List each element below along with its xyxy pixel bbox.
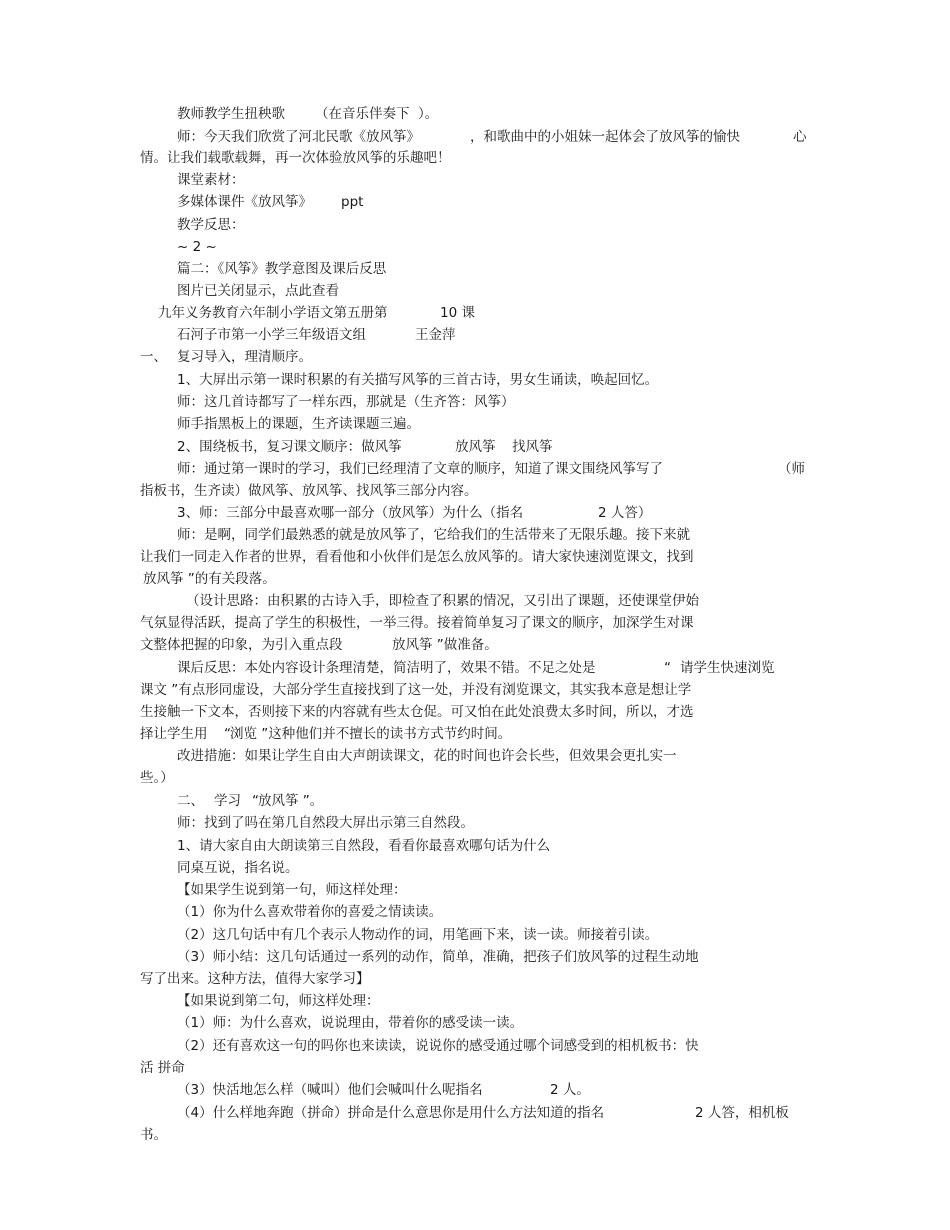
text-segment: （设计思路：由积累的古诗入手，即检查了积累的情况，又引出了课题，还使课堂伊始 — [186, 593, 699, 609]
text-segment: （1）师：为什么喜欢，说说理由，带着你的感受读一读。 — [177, 1015, 524, 1031]
text-line — [0, 947, 950, 968]
text-segment: 些。） — [140, 770, 174, 786]
text-segment: 活 拼命 — [140, 1060, 185, 1076]
text-segment: 2、围绕板书，复习课文顺序：做风筝 — [177, 439, 402, 455]
text-segment: 同桌互说，指名说。 — [177, 860, 299, 876]
text-segment: 让我们一同走入作者的世界，看看他和小伙伴们是怎么放风筝的。请大家快速浏览课文，找到 — [140, 549, 694, 565]
text-segment: 课堂素材： — [177, 172, 245, 188]
text-segment: 课文 ”有点形同虚设，大部分学生直接找到了这一处，并没有浏览课文，其实我本意是想让学 — [140, 682, 692, 698]
text-line — [0, 281, 950, 302]
text-line — [0, 1080, 950, 1101]
text-segment: 学习 — [214, 793, 241, 809]
text-line — [0, 370, 950, 391]
text-segment: 课后反思：本处内容设计条理清楚，简洁明了，效果不错。不足之处是 — [177, 660, 596, 676]
text-line — [0, 104, 950, 125]
text-segment: 2 人答） — [598, 505, 652, 521]
text-line — [0, 813, 950, 834]
text-segment: 【如果说到第二句，师这样处理： — [177, 993, 380, 1009]
text-segment: 师：通过第一课时的学习，我们已经理清了文章的顺序，知道了课文围绕风筝写了 — [177, 461, 663, 477]
text-segment: 多媒体课件《放风筝》 — [177, 194, 312, 210]
text-line — [0, 547, 950, 568]
text-line — [0, 1036, 950, 1057]
text-line — [0, 1103, 950, 1124]
text-segment: 师：找到了吗在第几自然段大屏出示第三自然段。 — [177, 815, 474, 831]
text-segment: 心 — [793, 129, 807, 145]
text-segment: 找风筝 — [512, 439, 553, 455]
text-segment: 气氛显得活跃，提高了学生的积极性，一举三得。接着简单复习了课文的顺序，加深学生对课 — [140, 615, 694, 631]
text-segment: 一、 — [140, 349, 167, 365]
text-line — [0, 525, 950, 546]
text-segment: 2 人。 — [550, 1082, 590, 1098]
text-segment: 指板书，生齐读）做风筝、放风筝、找风筝三部分内容。 — [140, 483, 478, 499]
text-segment: “ — [252, 793, 259, 809]
text-segment: （1）你为什么喜欢带着你的喜爱之情读读。 — [177, 904, 443, 920]
text-segment: 1、请大家自由大朗读第三自然段，看看你最喜欢哪句话为什么 — [177, 838, 551, 854]
text-segment: 复习导入，理清顺序。 — [177, 349, 312, 365]
text-line — [0, 392, 950, 413]
text-segment: 教学反思： — [177, 217, 245, 233]
text-line — [0, 702, 950, 723]
text-segment: 师手指黑板上的课题，生齐读课题三遍。 — [177, 416, 420, 432]
text-segment: 放风筝 ”。 — [258, 793, 324, 809]
text-segment: 师：是啊，同学们最熟悉的就是放风筝了，它给我们的生活带来了无限乐趣。接下来就 — [177, 527, 690, 543]
text-segment: 师：这几首诗都写了一样东西，那就是（生齐答：风筝） — [177, 394, 515, 410]
text-line — [0, 569, 950, 590]
text-line — [0, 414, 950, 435]
text-segment: 二、 — [177, 793, 204, 809]
text-segment: 篇二：《风筝》教学意图及课后反思 — [177, 261, 387, 277]
text-segment: ）。 — [418, 106, 439, 122]
text-line — [0, 613, 950, 634]
text-segment: 书。 — [140, 1127, 167, 1143]
text-line — [0, 1125, 950, 1146]
text-segment: 2 人答，相机板 — [695, 1105, 789, 1121]
text-line — [0, 325, 950, 346]
text-line — [0, 925, 950, 946]
text-line — [0, 215, 950, 236]
text-segment: 1、大屏出示第一课时积累的有关描写风筝的三首古诗，男女生诵读，唤起回忆。 — [177, 372, 659, 388]
text-segment: 【如果学生说到第一句，师这样处理： — [177, 882, 407, 898]
text-segment: 浏览 ”这种他们并不擅长的读书方式节约时间。 — [230, 726, 512, 742]
text-line — [0, 237, 950, 258]
text-segment: ~ 2 ~ — [177, 239, 217, 255]
text-segment: 师：今天我们欣赏了河北民歌《放风筝》 — [177, 129, 420, 145]
text-segment: （在音乐伴奏下 — [315, 106, 410, 122]
text-segment: （2）这几句话中有几个表示人物动作的词，用笔画下来，读一读。师接着引读。 — [177, 927, 659, 943]
text-line — [0, 768, 950, 789]
text-segment: “ — [664, 660, 671, 676]
text-line — [0, 192, 950, 213]
text-segment: 3、师：三部分中最喜欢哪一部分（放风筝）为什么（指名 — [177, 505, 524, 521]
text-line — [0, 1058, 950, 1079]
text-segment: 写了出来。这种方法，值得大家学习】 — [140, 971, 370, 987]
text-segment: 改进措施：如果让学生自由大声朗读课文，花的时间也许会长些，但效果会更扎实一 — [177, 748, 677, 764]
text-line — [0, 148, 950, 169]
text-line — [0, 902, 950, 923]
text-line — [0, 1013, 950, 1034]
text-segment: 择让学生用 — [140, 726, 208, 742]
text-line — [0, 503, 950, 524]
text-line — [0, 437, 950, 458]
text-line — [0, 680, 950, 701]
text-segment: （3）师小结：这几句话通过一系列的动作，简单，准确，把孩子们放风筝的过程生动地 — [177, 949, 699, 965]
text-line — [0, 991, 950, 1012]
text-line — [0, 170, 950, 191]
text-segment: 王金萍 — [415, 327, 456, 343]
text-line — [0, 724, 950, 745]
text-segment: 放风筝 — [455, 439, 496, 455]
text-line — [0, 658, 950, 679]
text-line — [0, 746, 950, 767]
text-line — [0, 459, 950, 480]
text-segment: ，和歌曲中的小姐妹一起体会了放风筝的愉快 — [470, 129, 740, 145]
text-line — [0, 347, 950, 368]
text-line — [0, 259, 950, 280]
text-line — [0, 303, 950, 324]
text-segment: （3）快活地怎么样（喊叫）他们会喊叫什么呢指名 — [177, 1082, 483, 1098]
text-segment: （4）什么样地奔跑（拼命）拼命是什么意思你是用什么方法知道的指名 — [177, 1105, 605, 1121]
text-segment: 文整体把握的印象，为引入重点段 — [140, 637, 343, 653]
text-segment: 教师教学生扭秧歌 — [177, 106, 285, 122]
text-line — [0, 880, 950, 901]
text-segment: 石河子市第一小学三年级语文组 — [177, 327, 366, 343]
text-segment: “ — [224, 726, 231, 742]
text-segment: 放风筝 ”的有关段落。 — [143, 571, 276, 587]
text-segment: 图片已关闭显示，点此查看 — [177, 283, 339, 299]
text-line — [0, 836, 950, 857]
text-segment: 请学生快速浏览 — [680, 660, 775, 676]
text-line — [0, 127, 950, 148]
text-segment: 情。让我们载歌载舞，再一次体验放风筝的乐趣吧！ — [140, 150, 451, 166]
text-line — [0, 791, 950, 812]
text-segment: 放风筝 ”做准备。 — [392, 637, 498, 653]
text-line — [0, 635, 950, 656]
text-line — [0, 591, 950, 612]
text-segment: （2）还有喜欢这一句的吗你也来读读，说说你的感受通过哪个词感受到的相机板书：快 — [177, 1038, 699, 1054]
text-segment: （师 — [778, 461, 805, 477]
text-line — [0, 858, 950, 879]
text-line — [0, 969, 950, 990]
text-segment: 10 课 — [440, 305, 475, 321]
text-line — [0, 481, 950, 502]
text-segment: 九年义务教育六年制小学语文第五册第 — [158, 305, 388, 321]
text-segment: 生接触一下文本，否则接下来的内容就有些太仓促。可又怕在此处浪费太多时间，所以，才选 — [140, 704, 694, 720]
text-segment: ppt — [341, 194, 364, 210]
